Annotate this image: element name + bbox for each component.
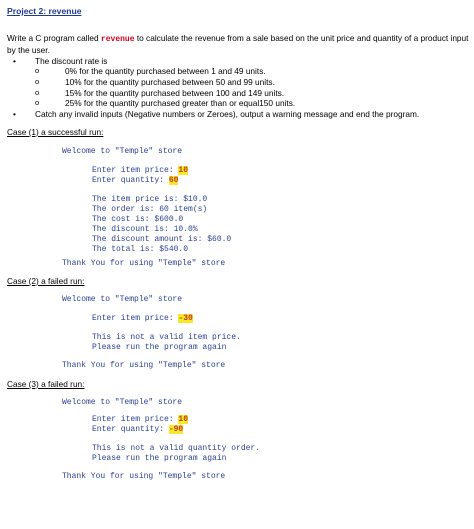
intro-text-rest: to calculate the revenue from a sale based on the unit price and quantity of a product input by the user. xyxy=(7,33,469,56)
price-prompt: Enter item price: xyxy=(92,415,179,424)
case3-thanks: Thank You for using "Temple" store xyxy=(62,472,226,481)
case1-result-discount: The discount is: 10.0% xyxy=(92,225,198,234)
case1-thanks: Thank You for using "Temple" store xyxy=(62,259,226,268)
document-page xyxy=(7,6,469,120)
intro-paragraph xyxy=(7,33,469,56)
case3-error-line1: This is not a valid quantity order. xyxy=(92,444,261,453)
discount-sublist xyxy=(35,66,469,108)
case2-error-line2: Please run the program again xyxy=(92,343,227,352)
case1-result-price: The item price is: $10.0 xyxy=(92,195,208,204)
price-input-value: -30 xyxy=(178,314,193,323)
qty-prompt: Enter quantity: xyxy=(92,425,169,434)
page-title: Project 2: revenue xyxy=(7,6,82,16)
list-item: o 15% for the quantity purchased between 100 and 149 units. xyxy=(35,88,469,99)
price-prompt: Enter item price: xyxy=(92,166,179,175)
case2-price-line xyxy=(92,314,193,324)
case2-thanks: Thank You for using "Temple" store xyxy=(62,361,226,370)
case3-title: Case (3) a failed run: xyxy=(7,379,85,389)
list-item: o 25% for the quantity purchased greater than or equal150 units. xyxy=(35,98,469,109)
program-name-code: revenue xyxy=(100,35,135,44)
case1-qty-line xyxy=(92,176,178,186)
case1-result-order: The order is: 60 item(s) xyxy=(92,205,208,214)
case3-error-line2: Please run the program again xyxy=(92,454,227,463)
list-item: o 0% for the quantity purchased between 1 and 49 units. xyxy=(35,66,469,77)
qty-input-value: -90 xyxy=(168,425,184,434)
list-item: o 10% for the quantity purchased between 50 and 99 units. xyxy=(35,77,469,88)
case2-title: Case (2) a failed run: xyxy=(7,276,85,286)
case1-price-line xyxy=(92,166,188,176)
case1-title: Case (1) a successful run: xyxy=(7,127,104,137)
price-prompt: Enter item price: xyxy=(92,314,179,323)
case1-result-discount-amount: The discount amount is: $60.0 xyxy=(92,235,232,244)
qty-input-value: 60 xyxy=(168,176,179,185)
case2-error-line1: This is not a valid item price. xyxy=(92,333,241,342)
case3-qty-line xyxy=(92,425,183,435)
case3-price-line xyxy=(92,415,188,425)
list-item-discount xyxy=(7,56,469,109)
intro-text: Write a C program called xyxy=(7,33,101,43)
case3-welcome: Welcome to "Temple" store xyxy=(62,398,183,407)
list-item-invalid: • Catch any invalid inputs (Negative numbers or Zeroes), output a warning message and end the program. xyxy=(7,109,469,120)
requirements-list xyxy=(7,56,469,120)
case1-result-total: The total is: $540.0 xyxy=(92,245,189,254)
discount-heading: The discount rate is xyxy=(35,55,108,66)
case1-result-cost: The cost is: $600.0 xyxy=(92,215,184,224)
case1-welcome: Welcome to "Temple" store xyxy=(62,147,183,156)
case2-welcome: Welcome to "Temple" store xyxy=(62,295,183,304)
price-input-value: 10 xyxy=(178,415,189,424)
qty-prompt: Enter quantity: xyxy=(92,176,169,185)
price-input-value: 10 xyxy=(178,166,189,175)
